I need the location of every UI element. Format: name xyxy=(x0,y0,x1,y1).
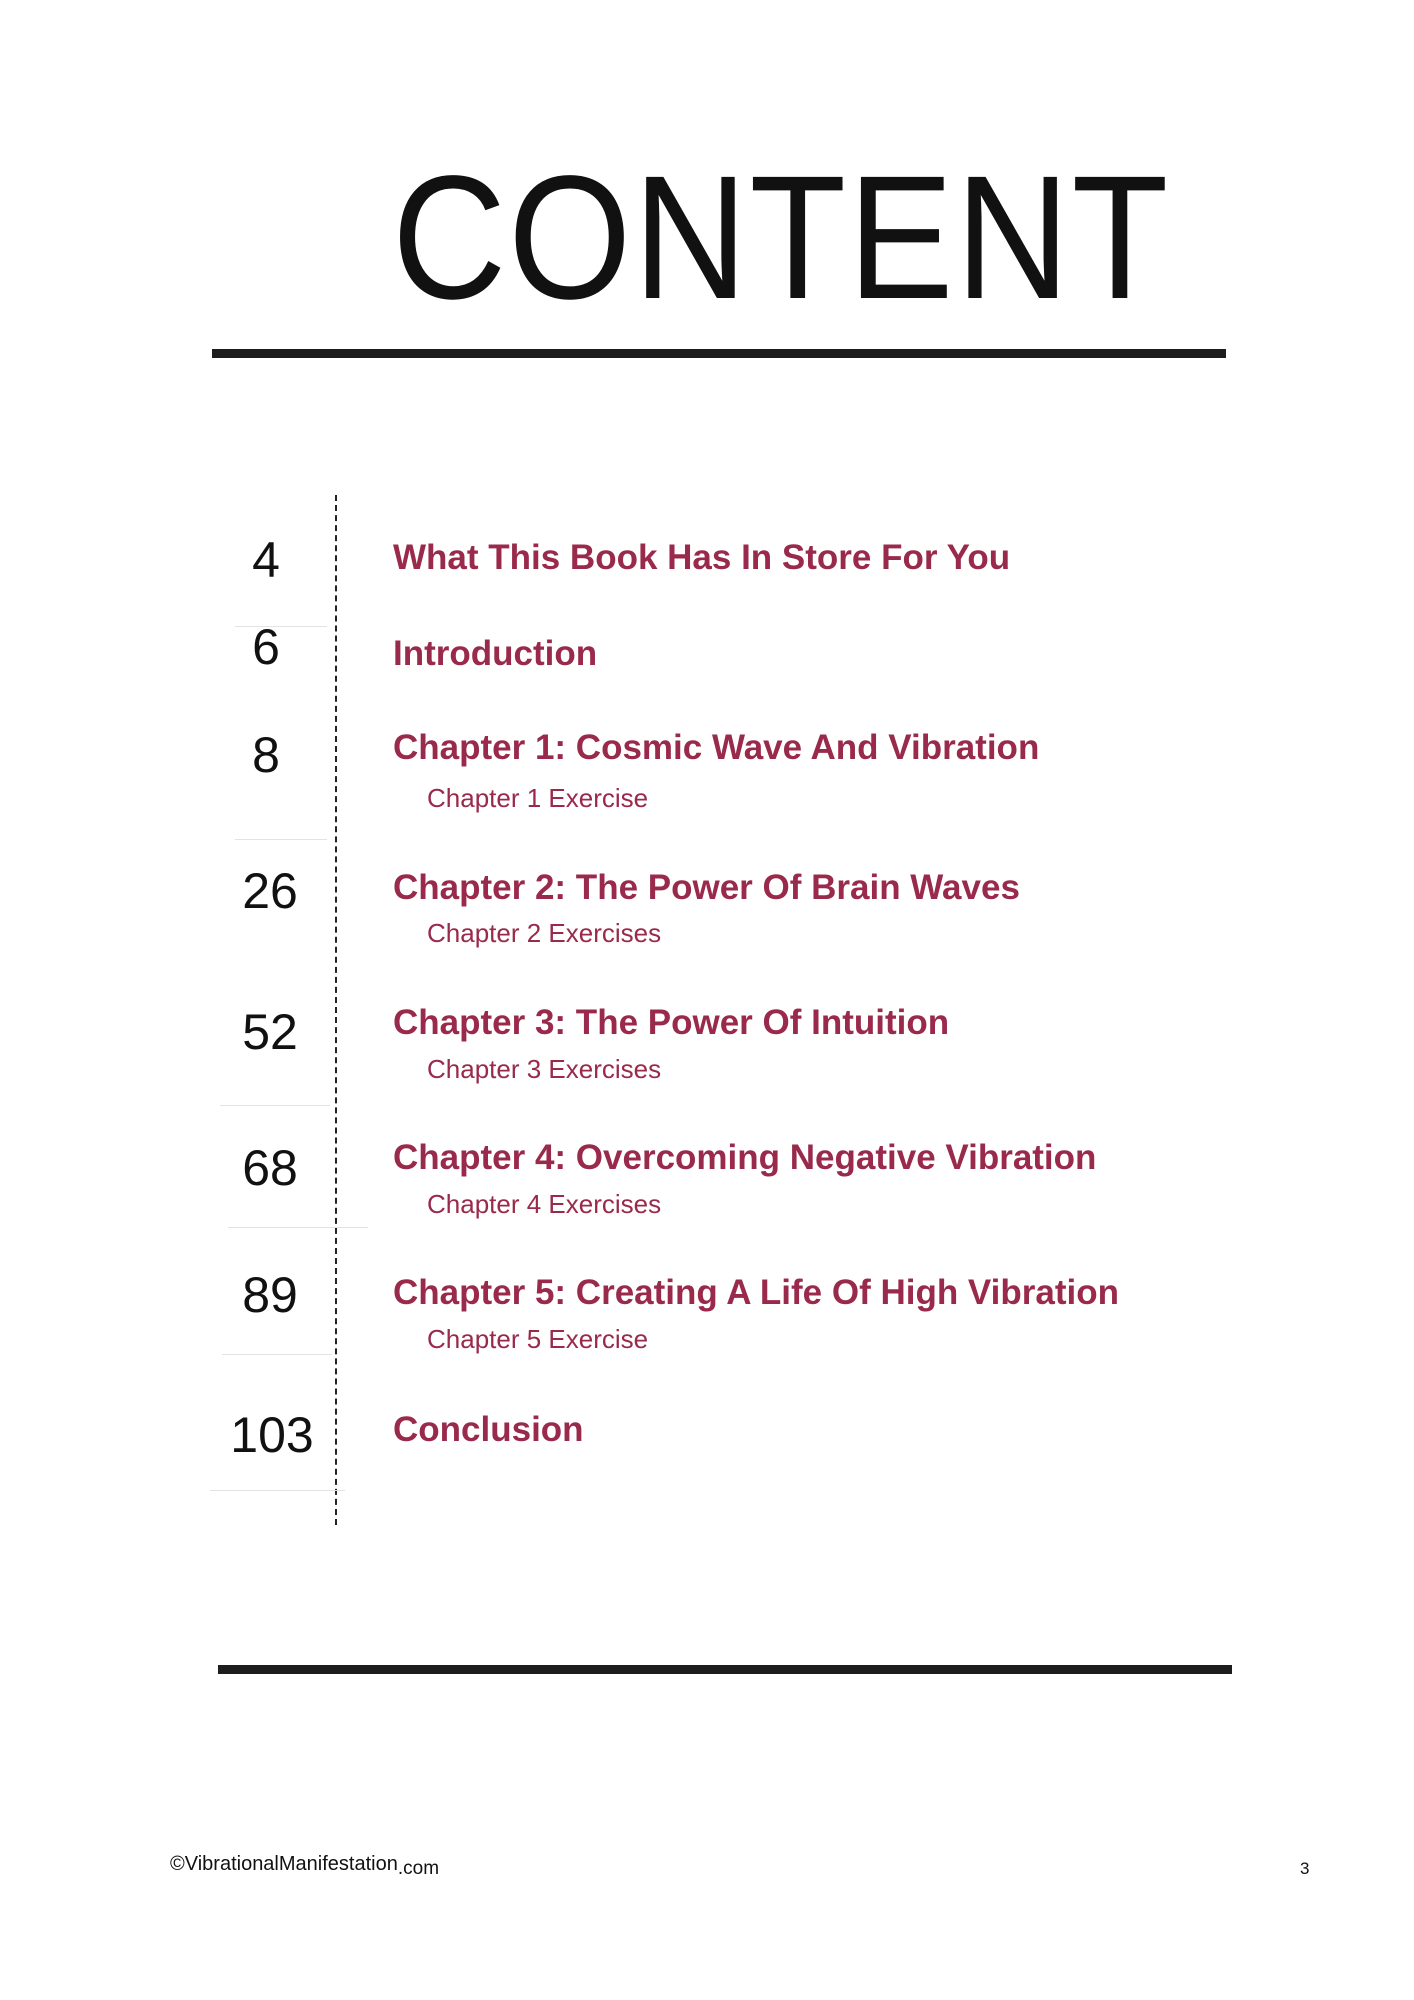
page-number-separator xyxy=(235,839,327,840)
toc-page-number: 8 xyxy=(252,727,280,783)
top-divider xyxy=(212,349,1226,358)
toc-entry-title[interactable]: Chapter 1: Cosmic Wave And Vibration xyxy=(393,728,1040,767)
toc-dashed-divider xyxy=(335,495,337,1525)
page-number-separator xyxy=(210,1490,345,1491)
toc-page-number: 4 xyxy=(252,532,280,588)
bottom-divider xyxy=(218,1665,1232,1674)
footer-copyright-name: ©VibrationalManifestation xyxy=(170,1853,398,1875)
toc-entry-title[interactable]: Introduction xyxy=(393,634,598,673)
page-number-separator xyxy=(228,1227,368,1228)
toc-entry-title[interactable]: Chapter 4: Overcoming Negative Vibration xyxy=(393,1138,1097,1177)
toc-entry-subtitle[interactable]: Chapter 5 Exercise xyxy=(427,1324,649,1354)
toc-page-number: 103 xyxy=(230,1407,314,1463)
page-title: CONTENT xyxy=(392,140,1171,336)
page-number-separator xyxy=(222,1354,332,1355)
toc-entry-title[interactable]: Chapter 2: The Power Of Brain Waves xyxy=(393,868,1020,907)
toc-page-number: 89 xyxy=(242,1267,298,1323)
toc-entry-subtitle[interactable]: Chapter 3 Exercises xyxy=(427,1054,662,1084)
toc-entry-subtitle[interactable]: Chapter 2 Exercises xyxy=(427,918,662,948)
toc-page-number: 26 xyxy=(242,863,298,919)
toc-page-number: 6 xyxy=(252,619,280,675)
footer-page-number: 3 xyxy=(1300,1859,1310,1878)
footer-copyright xyxy=(170,1853,440,1879)
toc-page-number: 52 xyxy=(242,1004,298,1060)
toc-entry-subtitle[interactable]: Chapter 4 Exercises xyxy=(427,1189,662,1219)
toc-entry-title[interactable]: What This Book Has In Store For You xyxy=(393,538,1011,577)
toc-entry-title[interactable]: Chapter 3: The Power Of Intuition xyxy=(393,1003,950,1042)
toc-entry-title[interactable]: Chapter 5: Creating A Life Of High Vibration xyxy=(393,1273,1119,1312)
page-number-separator xyxy=(220,1105,330,1106)
footer-copyright-suffix: .com xyxy=(397,1858,440,1879)
toc-page-number: 68 xyxy=(242,1140,298,1196)
toc-entry-title[interactable]: Conclusion xyxy=(393,1410,584,1449)
toc-entry-subtitle[interactable]: Chapter 1 Exercise xyxy=(427,783,649,813)
